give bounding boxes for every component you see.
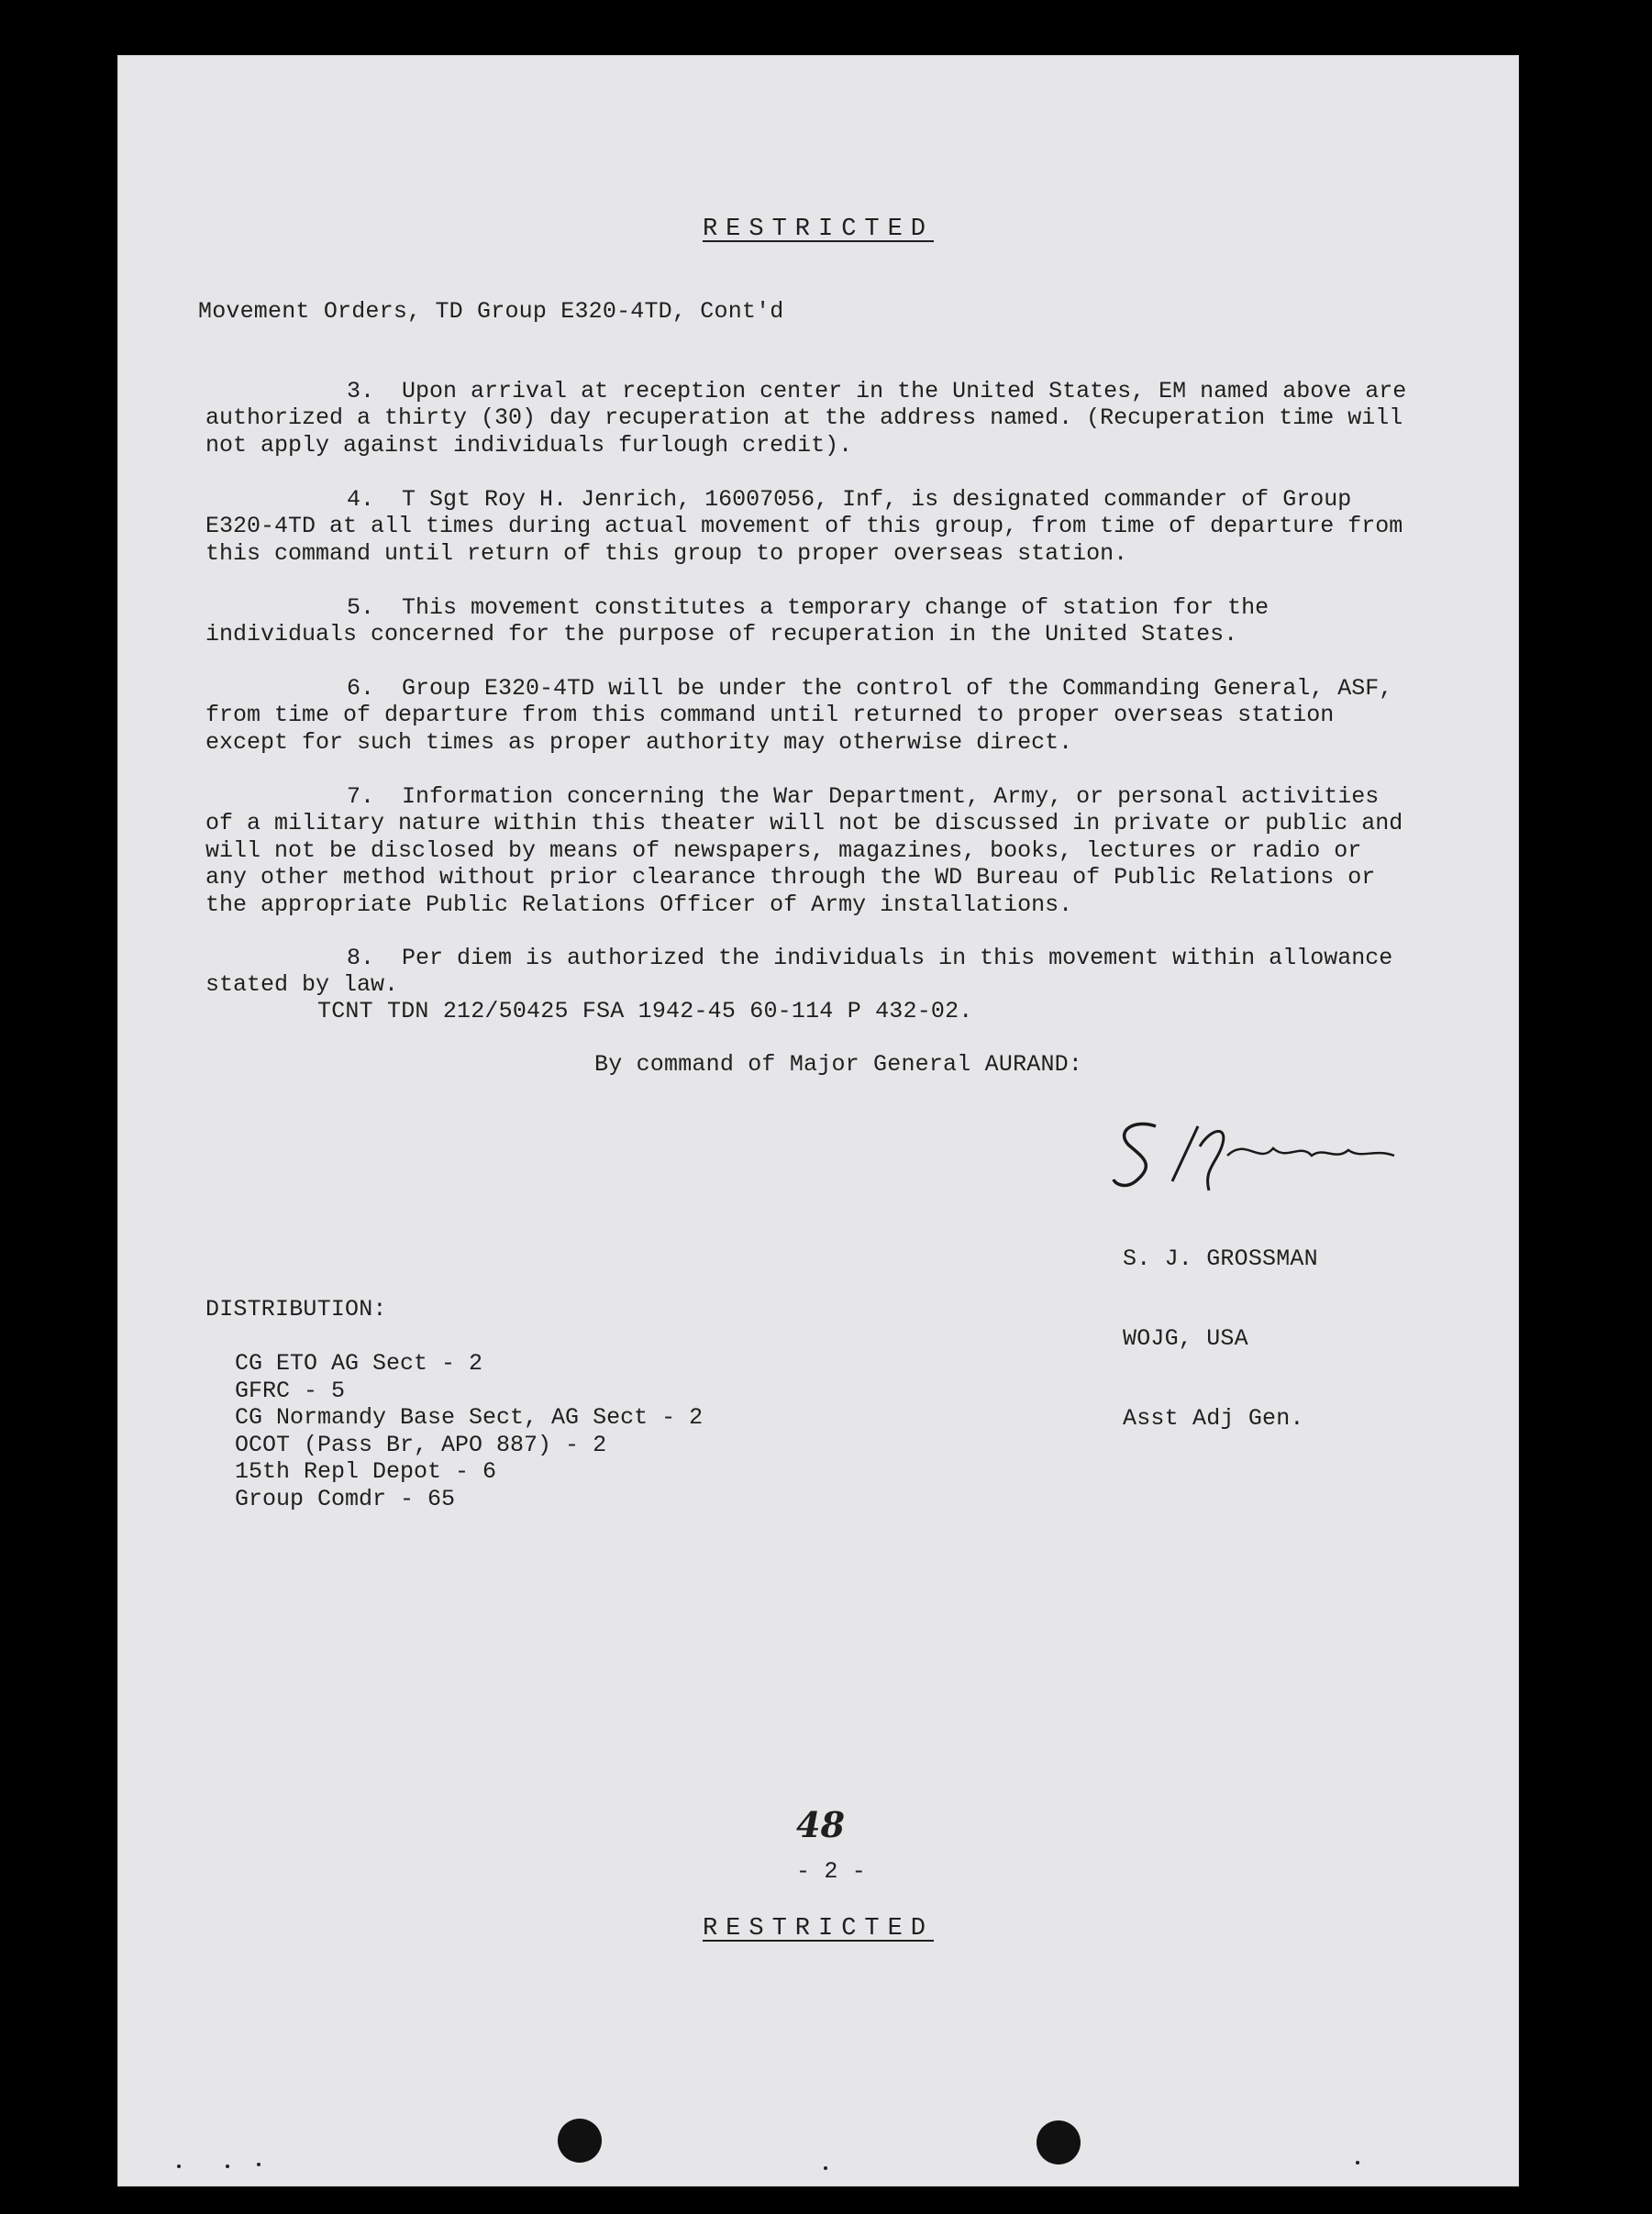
subject-line: Movement Orders, TD Group E320-4TD, Cont'd	[198, 298, 784, 325]
fund-citation: TCNT TDN 212/50425 FSA 1942-45 60-114 P 432-02.	[317, 998, 973, 1024]
speck	[226, 2164, 229, 2168]
distribution-label: DISTRIBUTION:	[205, 1296, 387, 1323]
page-number: - 2 -	[796, 1858, 867, 1885]
list-item: CG ETO AG Sect - 2	[235, 1350, 483, 1377]
punch-hole	[558, 2119, 602, 2163]
paragraph-number: 7.	[347, 782, 375, 810]
paragraph-text: Group E320-4TD will be under the control of the Commanding General, ASF, from time of departure from this command until returned to proper overseas station except for such times as proper authority may otherwise direct.	[205, 674, 1407, 756]
speck	[177, 2164, 181, 2168]
punch-hole	[1037, 2120, 1081, 2164]
list-item: 15th Repl Depot - 6	[235, 1458, 497, 1485]
distribution-list	[235, 1350, 703, 1512]
document-page	[117, 55, 1519, 2186]
signer-name: S. J. GROSSMAN	[1123, 1245, 1318, 1272]
paragraph-number: 4.	[347, 485, 375, 513]
paragraph-number: 8.	[347, 944, 375, 971]
classification-footer: RESTRICTED	[702, 1915, 935, 1943]
handwritten-signature	[1108, 1110, 1420, 1197]
list-item: CG Normandy Base Sect, AG Sect - 2	[235, 1404, 704, 1431]
paragraph-text: Information concerning the War Department, Army, or personal activities of a military nature within this theater will not be discussed in private or public and will not be disclosed by means of newspapers, magazines, books, lectures or radio or any other method without prior clearance through the WD Bureau of Public Relations or the appropriate Public Relations Officer of Army installations.	[205, 782, 1417, 918]
list-item: OCOT (Pass Br, APO 887) - 2	[235, 1431, 607, 1458]
paragraph-number: 6.	[347, 674, 375, 702]
handwritten-page-number: 48	[796, 1804, 846, 1845]
paragraph-number: 3.	[347, 377, 375, 404]
paragraph-text: Upon arrival at reception center in the United States, EM named above are authorized a thirty (30) day recuperation at the address named. (Recuperation time will not apply against individuals furlough credit).	[205, 377, 1421, 459]
list-item: Group Comdr - 65	[235, 1485, 456, 1512]
paragraph-text: This movement constitutes a temporary change of station for the individuals concerned for the purpose of recuperation in the United States.	[205, 593, 1283, 648]
speck	[1356, 2161, 1359, 2164]
signer-rank: WOJG, USA	[1123, 1325, 1248, 1352]
paragraph-number: 5.	[347, 593, 375, 621]
list-item: GFRC - 5	[235, 1377, 346, 1404]
signature-block	[1123, 1192, 1318, 1485]
signature-text: S.J. Grossman	[1126, 1196, 1134, 1197]
paragraph-text: Per diem is authorized the individuals in this movement within allowance stated by law.	[205, 944, 1407, 998]
paragraph-text: T Sgt Roy H. Jenrich, 16007056, Inf, is designated commander of Group E320-4TD at all times during actual movement of this group, from time of departure from this command until return of this group to proper overseas station.	[205, 485, 1417, 567]
signer-title: Asst Adj Gen.	[1123, 1405, 1304, 1432]
speck	[824, 2166, 827, 2170]
speck	[257, 2163, 261, 2166]
by-command-line: By command of Major General AURAND:	[594, 1051, 1083, 1078]
classification-header: RESTRICTED	[702, 216, 935, 243]
